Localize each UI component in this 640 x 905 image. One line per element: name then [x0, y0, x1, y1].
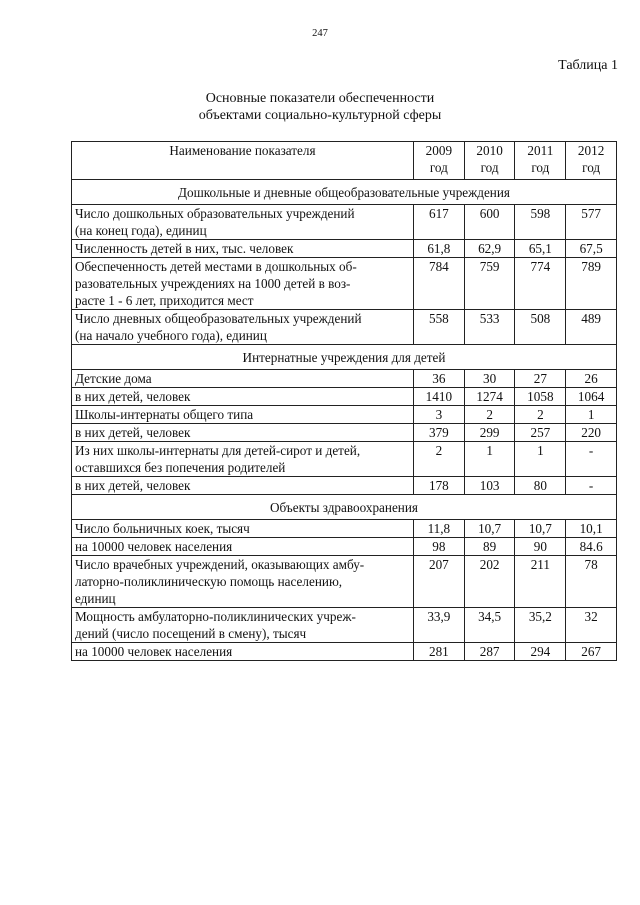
- value-cell: 1410: [413, 388, 464, 406]
- value-cell: 600: [464, 205, 515, 240]
- value-cell: 61,8: [413, 240, 464, 258]
- indicator-name-line: на 10000 человек населения: [75, 644, 233, 659]
- indicator-name: [72, 442, 414, 477]
- indicator-name: [72, 608, 414, 643]
- indicator-name-line: в них детей, человек: [75, 425, 191, 440]
- value-cell: 1064: [566, 388, 617, 406]
- value-cell: 533: [464, 310, 515, 345]
- section-header-row: [72, 345, 617, 370]
- table-row: [72, 388, 617, 406]
- value-cell: 789: [566, 258, 617, 310]
- value-cell: 10,7: [515, 520, 566, 538]
- table-label: Таблица 1: [558, 58, 618, 73]
- indicator-name-line: Из них школы-интернаты для детей-сирот и детей,: [75, 443, 361, 458]
- value-cell: -: [566, 477, 617, 495]
- indicator-name: [72, 538, 414, 556]
- value-cell: 287: [464, 643, 515, 661]
- value-cell: 78: [566, 556, 617, 608]
- table-row: [72, 442, 617, 477]
- value-cell: 1274: [464, 388, 515, 406]
- table-row: [72, 643, 617, 661]
- indicator-name-line: оставшихся без попечения родителей: [75, 460, 286, 475]
- section-title: Объекты здравоохранения: [72, 495, 617, 520]
- value-cell: 281: [413, 643, 464, 661]
- section-title: Дошкольные и дневные общеобразовательные учреждения: [72, 180, 617, 205]
- indicator-name: [72, 388, 414, 406]
- value-cell: 299: [464, 424, 515, 442]
- indicator-name-line: разовательных учреждениях на 1000 детей в воз-: [75, 276, 351, 291]
- title-line: Основные показатели обеспеченности: [205, 91, 435, 106]
- document-title: [0, 90, 640, 124]
- value-cell: 35,2: [515, 608, 566, 643]
- indicator-name-line: единиц: [75, 591, 116, 606]
- indicator-name-line: на 10000 человек населения: [75, 539, 233, 554]
- value-cell: 211: [515, 556, 566, 608]
- table-header-row: [72, 142, 617, 180]
- title-line: объектами социально-культурной сферы: [198, 108, 442, 123]
- value-cell: 3: [413, 406, 464, 424]
- indicator-name: [72, 556, 414, 608]
- value-cell: 65,1: [515, 240, 566, 258]
- value-cell: 30: [464, 370, 515, 388]
- section-header-row: [72, 495, 617, 520]
- value-cell: 294: [515, 643, 566, 661]
- indicator-name-line: в них детей, человек: [75, 389, 191, 404]
- table-row: [72, 477, 617, 495]
- value-cell: 617: [413, 205, 464, 240]
- value-cell: 489: [566, 310, 617, 345]
- value-cell: 11,8: [413, 520, 464, 538]
- value-cell: 33,9: [413, 608, 464, 643]
- value-cell: 558: [413, 310, 464, 345]
- indicator-name-line: дений (число посещений в смену), тысяч: [75, 626, 307, 641]
- value-cell: 26: [566, 370, 617, 388]
- indicator-name-line: Обеспеченность детей местами в дошкольных об-: [75, 259, 357, 274]
- year-column-header: 2011 год: [515, 142, 566, 180]
- value-cell: 32: [566, 608, 617, 643]
- value-cell: 267: [566, 643, 617, 661]
- indicator-name-line: Мощность амбулаторно-поликлинических учреж-: [75, 609, 356, 624]
- value-cell: 2: [464, 406, 515, 424]
- indicator-name: [72, 424, 414, 442]
- value-cell: 178: [413, 477, 464, 495]
- indicator-name: [72, 406, 414, 424]
- indicator-name-line: Число врачебных учреждений, оказывающих амбу-: [75, 557, 365, 572]
- indicator-name-line: расте 1 - 6 лет, приходится мест: [75, 293, 254, 308]
- value-cell: 759: [464, 258, 515, 310]
- value-cell: 67,5: [566, 240, 617, 258]
- table-row: [72, 240, 617, 258]
- indicator-name-line: Численность детей в них, тыс. человек: [75, 241, 294, 256]
- indicator-column-header: Наименование показателя: [72, 142, 414, 180]
- indicator-name: [72, 520, 414, 538]
- value-cell: 34,5: [464, 608, 515, 643]
- indicator-name: [72, 370, 414, 388]
- value-cell: 202: [464, 556, 515, 608]
- value-cell: 207: [413, 556, 464, 608]
- value-cell: 220: [566, 424, 617, 442]
- value-cell: 1058: [515, 388, 566, 406]
- indicators-table: [71, 141, 617, 661]
- value-cell: -: [566, 442, 617, 477]
- indicator-name-line: латорно-поликлиническую помощь населению,: [75, 574, 343, 589]
- section-header-row: [72, 180, 617, 205]
- indicator-name-line: (на начало учебного года), единиц: [75, 328, 267, 343]
- table-row: [72, 310, 617, 345]
- year-column-header: 2010 год: [464, 142, 515, 180]
- page-number: 247: [312, 28, 328, 39]
- value-cell: 10,7: [464, 520, 515, 538]
- value-cell: 36: [413, 370, 464, 388]
- value-cell: 784: [413, 258, 464, 310]
- indicator-name: [72, 205, 414, 240]
- value-cell: 62,9: [464, 240, 515, 258]
- value-cell: 598: [515, 205, 566, 240]
- table-row: [72, 370, 617, 388]
- indicator-name: [72, 310, 414, 345]
- indicator-name: [72, 477, 414, 495]
- value-cell: 84.6: [566, 538, 617, 556]
- value-cell: 577: [566, 205, 617, 240]
- value-cell: 508: [515, 310, 566, 345]
- table-row: [72, 608, 617, 643]
- section-title: Интернатные учреждения для детей: [72, 345, 617, 370]
- year-column-header: 2012 год: [566, 142, 617, 180]
- indicator-name-line: Детские дома: [75, 371, 152, 386]
- indicator-name: [72, 643, 414, 661]
- value-cell: 27: [515, 370, 566, 388]
- value-cell: 2: [413, 442, 464, 477]
- indicator-name-line: Число больничных коек, тысяч: [75, 521, 250, 536]
- value-cell: 257: [515, 424, 566, 442]
- value-cell: 1: [464, 442, 515, 477]
- indicator-name-line: в них детей, человек: [75, 478, 191, 493]
- value-cell: 80: [515, 477, 566, 495]
- table-row: [72, 258, 617, 310]
- indicator-name-line: (на конец года), единиц: [75, 223, 207, 238]
- table-row: [72, 538, 617, 556]
- year-column-header: 2009 год: [413, 142, 464, 180]
- table-row: [72, 424, 617, 442]
- value-cell: 89: [464, 538, 515, 556]
- value-cell: 1: [566, 406, 617, 424]
- value-cell: 1: [515, 442, 566, 477]
- value-cell: 774: [515, 258, 566, 310]
- value-cell: 103: [464, 477, 515, 495]
- indicator-name: [72, 258, 414, 310]
- indicator-name-line: Число дневных общеобразовательных учреждений: [75, 311, 362, 326]
- table-row: [72, 556, 617, 608]
- value-cell: 98: [413, 538, 464, 556]
- value-cell: 10,1: [566, 520, 617, 538]
- indicator-name: [72, 240, 414, 258]
- value-cell: 90: [515, 538, 566, 556]
- indicator-name-line: Число дошкольных образовательных учреждений: [75, 206, 355, 221]
- value-cell: 379: [413, 424, 464, 442]
- table-body: [72, 180, 617, 661]
- value-cell: 2: [515, 406, 566, 424]
- table-row: [72, 406, 617, 424]
- table-row: [72, 205, 617, 240]
- table-row: [72, 520, 617, 538]
- indicator-name-line: Школы-интернаты общего типа: [75, 407, 254, 422]
